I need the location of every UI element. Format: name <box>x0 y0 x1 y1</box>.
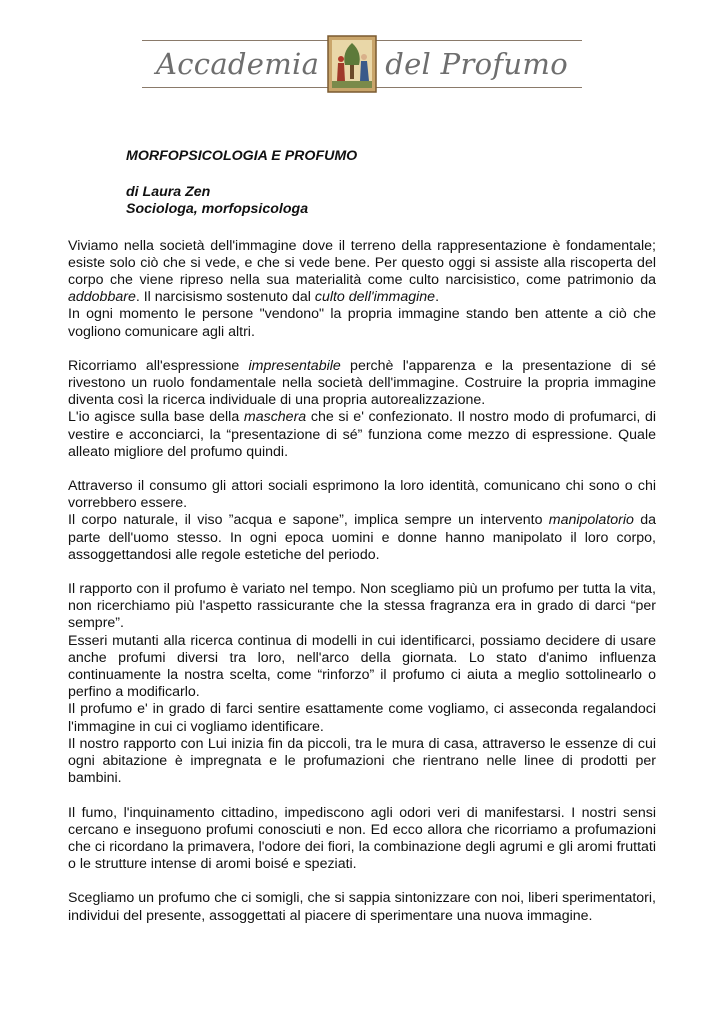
emphasized-text: manipolatorio <box>548 512 634 529</box>
emphasized-text: impresentabile <box>248 357 341 374</box>
section-gap <box>68 788 656 805</box>
section-gap <box>68 564 656 581</box>
paragraph-text: Ricorriamo all'espressione <box>68 357 249 374</box>
emphasized-text: addobbare <box>68 289 136 306</box>
paragraph-text: L'io agisce sulla base della <box>68 409 244 426</box>
paragraph-text: da parte dell'uomo stesso. In ogni epoca uomini e donne hanno manipolato il loro corpo, assoggettandosi alle regole estetiche del periodo. <box>68 512 657 563</box>
body-paragraph <box>68 581 656 633</box>
logo-emblem-icon <box>327 35 377 93</box>
body-paragraph <box>68 478 656 512</box>
paragraph-text: Scegliamo un profumo che ci somigli, che si sappia sintonizzare con noi, liberi sperimentatori, individui del presente, assoggettati al piacere di sperimentare una nuova immagine. <box>68 890 656 924</box>
document-author: di Laura Zen <box>126 184 211 201</box>
section-gap <box>68 341 656 358</box>
paragraph-text: . Il narcisismo sostenuto dal <box>135 289 315 306</box>
emphasized-text: maschera <box>243 409 307 426</box>
logo-text-right: del Profumo <box>385 47 568 81</box>
body-paragraph <box>68 306 656 340</box>
page-header <box>0 40 724 88</box>
body-paragraph <box>68 633 656 702</box>
section-gap <box>68 461 656 478</box>
paragraph-text: Il nostro rapporto con Lui inizia fin da piccoli, tra le mura di casa, attraverso le essenze di cui ogni abitazione è impregnata e le profumazioni che rientrano nelle linee di prodotti per bambini. <box>68 735 656 787</box>
body-paragraph <box>68 512 656 564</box>
document-body <box>68 148 656 925</box>
accademia-logo <box>142 40 582 88</box>
paragraph-text: . <box>435 289 440 306</box>
paragraph-text: Il profumo e' in grado di farci sentire esattamente come vogliamo, ci asseconda regalandoci l'immagine in cui ci vogliamo identificare. <box>68 701 656 735</box>
emphasized-text: culto dell'immagine <box>314 289 436 306</box>
paragraph-text: Esseri mutanti alla ricerca continua di modelli in cui identificarci, possiamo decidere di usare anche profumi diversi tra loro, nell'arco della giornata. Lo stato d'animo influenza continuamente la nostra scelta, come “rinforzo” il profumo ci aiuta a meglio sottolinearlo o perfino a modificarlo. <box>68 632 656 701</box>
body-paragraph <box>68 358 656 410</box>
paragraph-text: Il fumo, l'inquinamento cittadino, impediscono agli odori veri di manifestarsi. I nostri sensi cercano e inseguono profumi conosciuti e non. Ed ecco allora che ricorriamo a profumazioni che ci ricordano la primavera, l'odore dei fiori, la combinazione degli agrumi e gli aromi fruttati o le strutture intense di aromi boisé e speziati. <box>68 804 656 873</box>
document-sections <box>68 238 656 925</box>
document-title: MORFOPSICOLOGIA E PROFUMO <box>126 148 358 164</box>
body-paragraph <box>68 238 656 307</box>
paragraph-text: Attraverso il consumo gli attori sociali esprimono la loro identità, comunicano chi sono o chi vorrebbero essere. <box>68 478 656 512</box>
body-paragraph <box>68 736 656 788</box>
body-paragraph <box>68 701 656 735</box>
document-author-role: Sociologa, morfopsicologa <box>126 201 309 218</box>
paragraph-text: Il corpo naturale, il viso ”acqua e sapone”, implica sempre un intervento <box>68 512 549 529</box>
body-paragraph <box>68 890 656 924</box>
logo-text-left: Accademia <box>156 47 320 81</box>
body-paragraph <box>68 409 656 461</box>
paragraph-text: In ogni momento le persone "vendono" la propria immagine stando ben attente a ciò che vogliono comunicare agli altri. <box>68 306 656 340</box>
body-paragraph <box>68 805 656 874</box>
paragraph-text: che si e' confezionato. Il nostro modo di profumarci, di vestire e acconciarci, la “presentazione di sé” funziona come mezzo di espressione. Quale alleato migliore del profumo quindi. <box>68 409 656 460</box>
section-gap <box>68 873 656 890</box>
paragraph-text: Viviamo nella società dell'immagine dove il terreno della rappresentazione è fondamentale; esiste solo ciò che si vede, e che si vede bene. Per questo oggi si assiste alla riscoperta del corpo che viene ripreso nella sua materialità come culto narcisistico, come patrimonio da <box>68 237 656 289</box>
paragraph-text: perchè l'apparenza e la presentazione di sé rivestono un ruolo fondamentale nella società dell'immagine. Costruire la propria immagine diventa così la ricerca individuale di una propria autorealizzazione. <box>68 357 656 409</box>
paragraph-text: Il rapporto con il profumo è variato nel tempo. Non scegliamo più un profumo per tutta la vita, non ricerchiamo più l'aspetto rassicurante che la stessa fragranza era in grado di darci “per sempre”. <box>68 581 656 632</box>
